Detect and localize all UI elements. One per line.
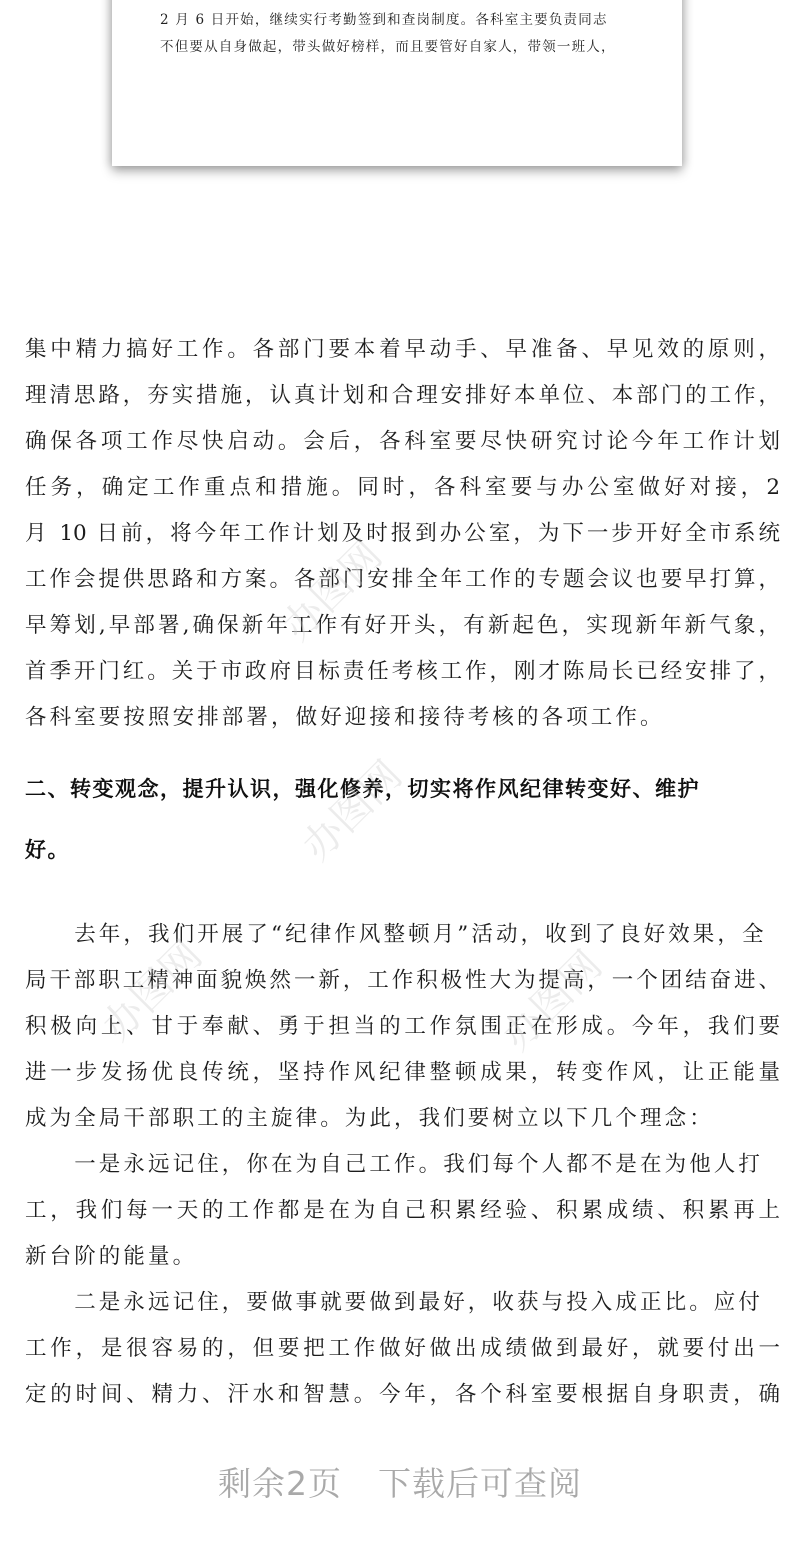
body-line: 工，我们每一天的工作都是在为自己积累经验、积累成绩、积累再上 xyxy=(25,1198,780,1223)
body-line: 月 10 日前，将今年工作计划及时报到办公室，为下一步开好全市系统 xyxy=(25,521,780,546)
body-line: 早筹划,早部署,确保新年工作有好开头，有新起色，实现新年新气象， xyxy=(25,613,780,638)
watermark: 办图网 xyxy=(493,942,612,1060)
remaining-pages-label: 剩余2页 xyxy=(218,1464,342,1503)
body-line: 各科室要按照安排部署，做好迎接和接待考核的各项工作。 xyxy=(25,705,665,730)
section-heading: 好。 xyxy=(25,838,70,862)
body-line: 工作，是很容易的，但要把工作做好做出成绩做到最好，就要付出一 xyxy=(25,1336,780,1361)
body-line: 进一步发扬优良传统，坚持作风纪律整顿成果，转变作风，让正能量 xyxy=(25,1060,780,1085)
preview-line: 不但要从自身做起，带头做好榜样，而且要管好自家人，带领一班人， xyxy=(160,39,616,55)
body-line: 局干部职工精神面貌焕然一新，工作积极性大为提高，一个团结奋进、 xyxy=(25,968,780,993)
body-line: 任务，确定工作重点和措施。同时，各科室要与办公室做好对接，2 xyxy=(25,475,780,500)
download-banner[interactable] xyxy=(0,1458,800,1505)
body-line: 理清思路，夯实措施，认真计划和合理安排好本单位、本部门的工作， xyxy=(25,383,780,408)
preview-line: 2 月 6 日开始，继续实行考勤签到和查岗制度。各科室主要负责同志 xyxy=(160,12,608,28)
body-line: 成为全局干部职工的主旋律。为此，我们要树立以下几个理念： xyxy=(25,1106,714,1131)
body-line: 一是永远记住，你在为自己工作。我们每个人都不是在为他人打 xyxy=(25,1152,764,1177)
body-line: 去年，我们开展了“纪律作风整顿月”活动，收到了良好效果，全 xyxy=(25,922,767,947)
body-line: 确保各项工作尽快启动。会后，各科室要尽快研究讨论今年工作计划 xyxy=(25,429,780,454)
body-line: 积极向上、甘于奉献、勇于担当的工作氛围正在形成。今年，我们要 xyxy=(25,1014,780,1039)
body-line: 定的时间、精力、汗水和智慧。今年，各个科室要根据自身职责，确 xyxy=(25,1382,780,1407)
section-heading: 二、转变观念，提升认识，强化修养，切实将作风纪律转变好、维护 xyxy=(25,777,700,801)
download-hint-label: 下载后可查阅 xyxy=(378,1464,582,1503)
body-line: 二是永远记住，要做事就要做到最好，收获与投入成正比。应付 xyxy=(25,1290,764,1315)
body-line: 新台阶的能量。 xyxy=(25,1244,198,1269)
watermark: 办图网 xyxy=(93,932,212,1050)
watermark: 办图网 xyxy=(273,532,392,650)
watermark: 办图网 xyxy=(293,752,412,870)
body-line: 集中精力搞好工作。各部门要本着早动手、早准备、早见效的原则， xyxy=(25,337,780,362)
preview-page-card xyxy=(112,0,682,166)
body-line: 首季开门红。关于市政府目标责任考核工作，刚才陈局长已经安排了， xyxy=(25,659,780,684)
body-line: 工作会提供思路和方案。各部门安排全年工作的专题会议也要早打算， xyxy=(25,567,780,592)
